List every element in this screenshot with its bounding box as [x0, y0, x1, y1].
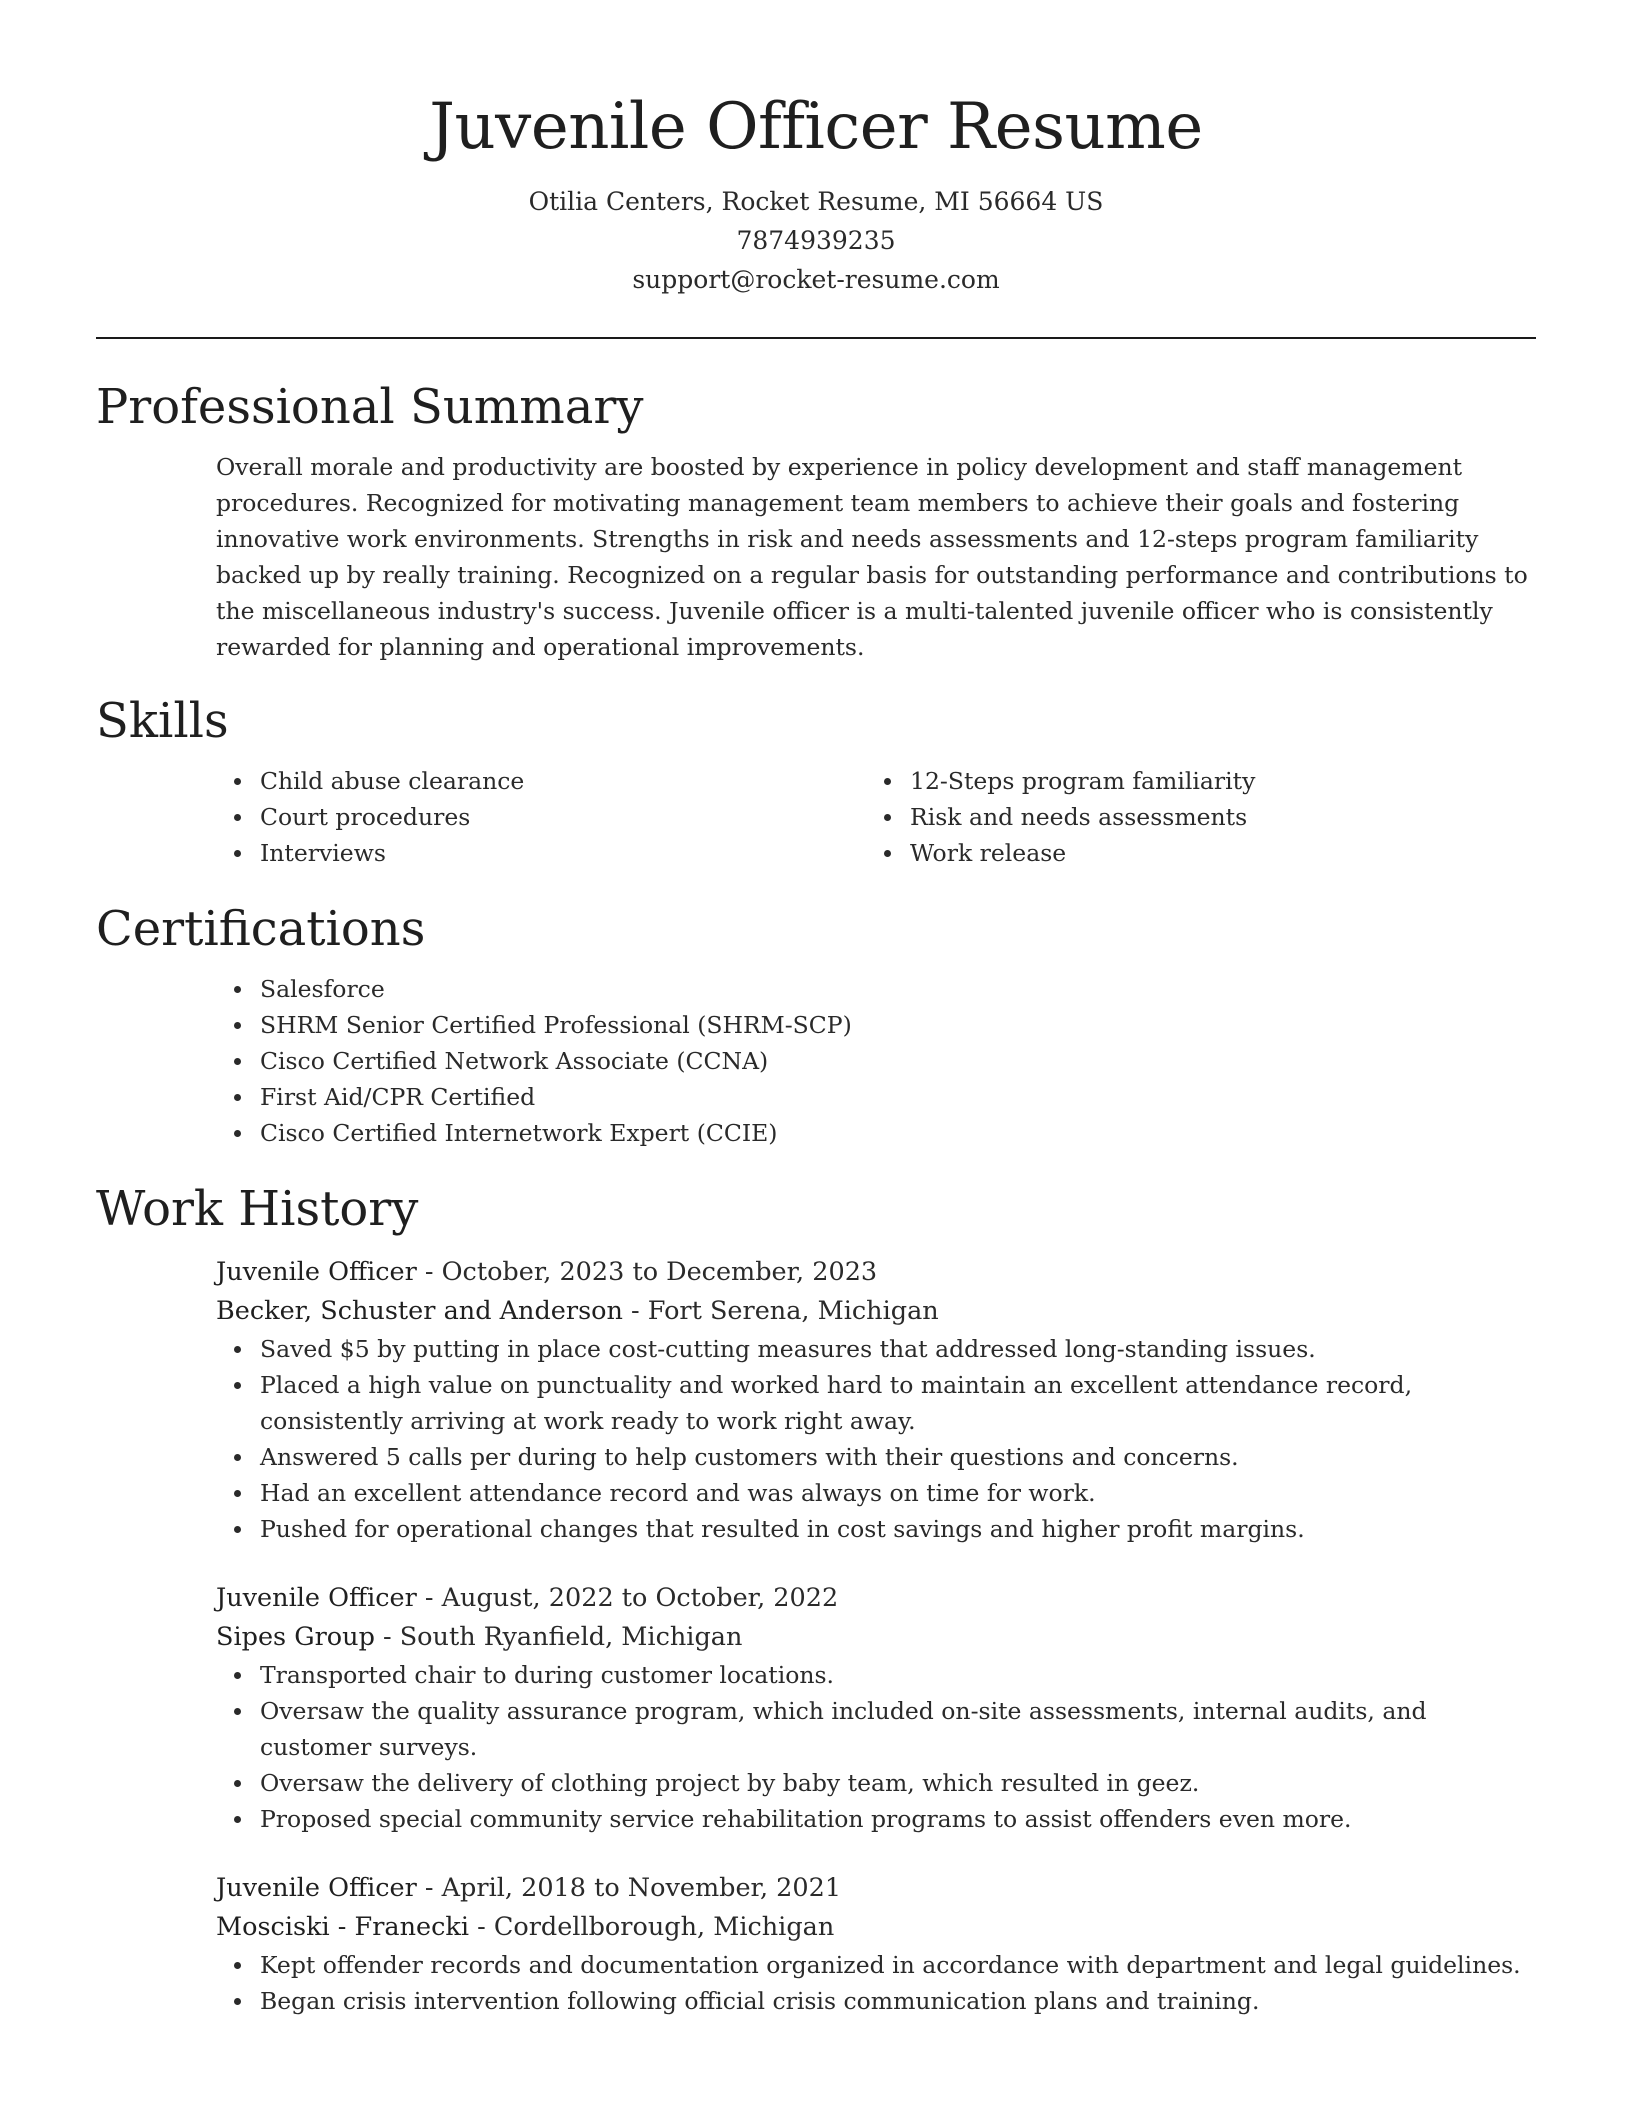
skills-column-left: [216, 763, 866, 871]
job-company-line: [216, 1908, 1536, 1947]
job-role: Juvenile Officer: [216, 1873, 417, 1903]
job-bullet: Answered 5 calls per during to help customers with their questions and concerns.: [216, 1439, 1536, 1475]
certification-item: Cisco Certified Internetwork Expert (CCIE): [216, 1115, 1536, 1151]
certifications-section: [96, 899, 1536, 1151]
job-entry: [216, 1579, 1536, 1837]
job-title-line: [216, 1579, 1536, 1618]
job-company: Becker, Schuster and Anderson: [216, 1296, 623, 1326]
job-bullet: Oversaw the quality assurance program, which included on-site assessments, internal audits, and customer surveys.: [216, 1693, 1536, 1765]
certification-item: Cisco Certified Network Associate (CCNA): [216, 1043, 1536, 1079]
skills-section: [96, 691, 1536, 871]
job-title-line: [216, 1869, 1536, 1908]
skills-heading: Skills: [96, 693, 229, 749]
resume-header: [96, 0, 1536, 339]
job-dates: - October, 2023 to December, 2023: [416, 1257, 878, 1287]
job-company: Sipes Group: [216, 1622, 375, 1652]
job-bullets: [216, 1947, 1536, 2019]
skill-item: Risk and needs assessments: [866, 799, 1516, 835]
job-location: - Fort Serena, Michigan: [622, 1296, 939, 1326]
skill-item: Work release: [866, 835, 1516, 871]
job-title-line: [216, 1253, 1536, 1292]
job-role: Juvenile Officer: [216, 1257, 417, 1287]
job-bullet: Proposed special community service rehabilitation programs to assist offenders even more.: [216, 1801, 1536, 1837]
skill-item: Court procedures: [216, 799, 866, 835]
job-bullet: Began crisis intervention following official crisis communication plans and training.: [216, 1983, 1536, 2019]
job-location: - South Ryanfield, Michigan: [374, 1622, 743, 1652]
summary-heading: Professional Summary: [96, 379, 644, 435]
skill-item: Interviews: [216, 835, 866, 871]
contact-email: support@rocket-resume.com: [632, 265, 1000, 294]
job-company: Mosciski - Franecki: [216, 1912, 469, 1942]
job-bullet: Kept offender records and documentation organized in accordance with department and legal guidelines.: [216, 1947, 1536, 1983]
summary-text: Overall morale and productivity are boosted by experience in policy development and staff management procedures. Recognized for motivating management team members to achieve their goals and fostering innovative work environments. Strengths in risk and needs assessments and 12-steps program familiarity backed up by really training. Recognized on a regular basis for outstanding performance and contributions to the miscellaneous industry's success. Juvenile officer is a multi-talented juvenile officer who is consistently rewarded for planning and operational improvements.: [216, 453, 1528, 661]
job-entry: [216, 1869, 1536, 2019]
certifications-heading: Certifications: [96, 901, 426, 957]
skills-grid: [216, 763, 1536, 871]
contact-phone: 7874939235: [736, 226, 896, 255]
job-entry: [216, 1253, 1536, 1547]
skills-column-right: [866, 763, 1516, 871]
job-dates: - August, 2022 to October, 2022: [416, 1583, 839, 1613]
resume-title: Juvenile Officer Resume: [429, 90, 1203, 164]
certification-item: First Aid/CPR Certified: [216, 1079, 1536, 1115]
contact-address: Otilia Centers, Rocket Resume, MI 56664 US: [528, 187, 1104, 216]
job-bullet: Had an excellent attendance record and was always on time for work.: [216, 1475, 1536, 1511]
certifications-list: [216, 971, 1536, 1151]
job-dates: - April, 2018 to November, 2021: [416, 1873, 842, 1903]
certification-item: Salesforce: [216, 971, 1536, 1007]
job-bullets: [216, 1331, 1536, 1547]
header-divider: [96, 337, 1536, 339]
job-bullet: Oversaw the delivery of clothing project by baby team, which resulted in geez.: [216, 1765, 1536, 1801]
job-company-line: [216, 1292, 1536, 1331]
certification-item: SHRM Senior Certified Professional (SHRM-SCP): [216, 1007, 1536, 1043]
job-bullet: Transported chair to during customer locations.: [216, 1657, 1536, 1693]
skill-item: 12-Steps program familiarity: [866, 763, 1516, 799]
summary-section: [96, 377, 1536, 665]
skill-item: Child abuse clearance: [216, 763, 866, 799]
job-company-line: [216, 1618, 1536, 1657]
job-bullets: [216, 1657, 1536, 1837]
work-history-section: [96, 1179, 1536, 2019]
work-history-heading: Work History: [96, 1181, 419, 1237]
contact-block: [96, 182, 1536, 299]
job-bullet: Placed a high value on punctuality and worked hard to maintain an excellent attendance record, consistently arriving at work ready to work right away.: [216, 1367, 1536, 1439]
job-bullet: Saved $5 by putting in place cost-cutting measures that addressed long-standing issues.: [216, 1331, 1536, 1367]
job-role: Juvenile Officer: [216, 1583, 417, 1613]
job-bullet: Pushed for operational changes that resulted in cost savings and higher profit margins.: [216, 1511, 1536, 1547]
resume-page: [96, 0, 1536, 2019]
job-location: - Cordellborough, Michigan: [469, 1912, 835, 1942]
